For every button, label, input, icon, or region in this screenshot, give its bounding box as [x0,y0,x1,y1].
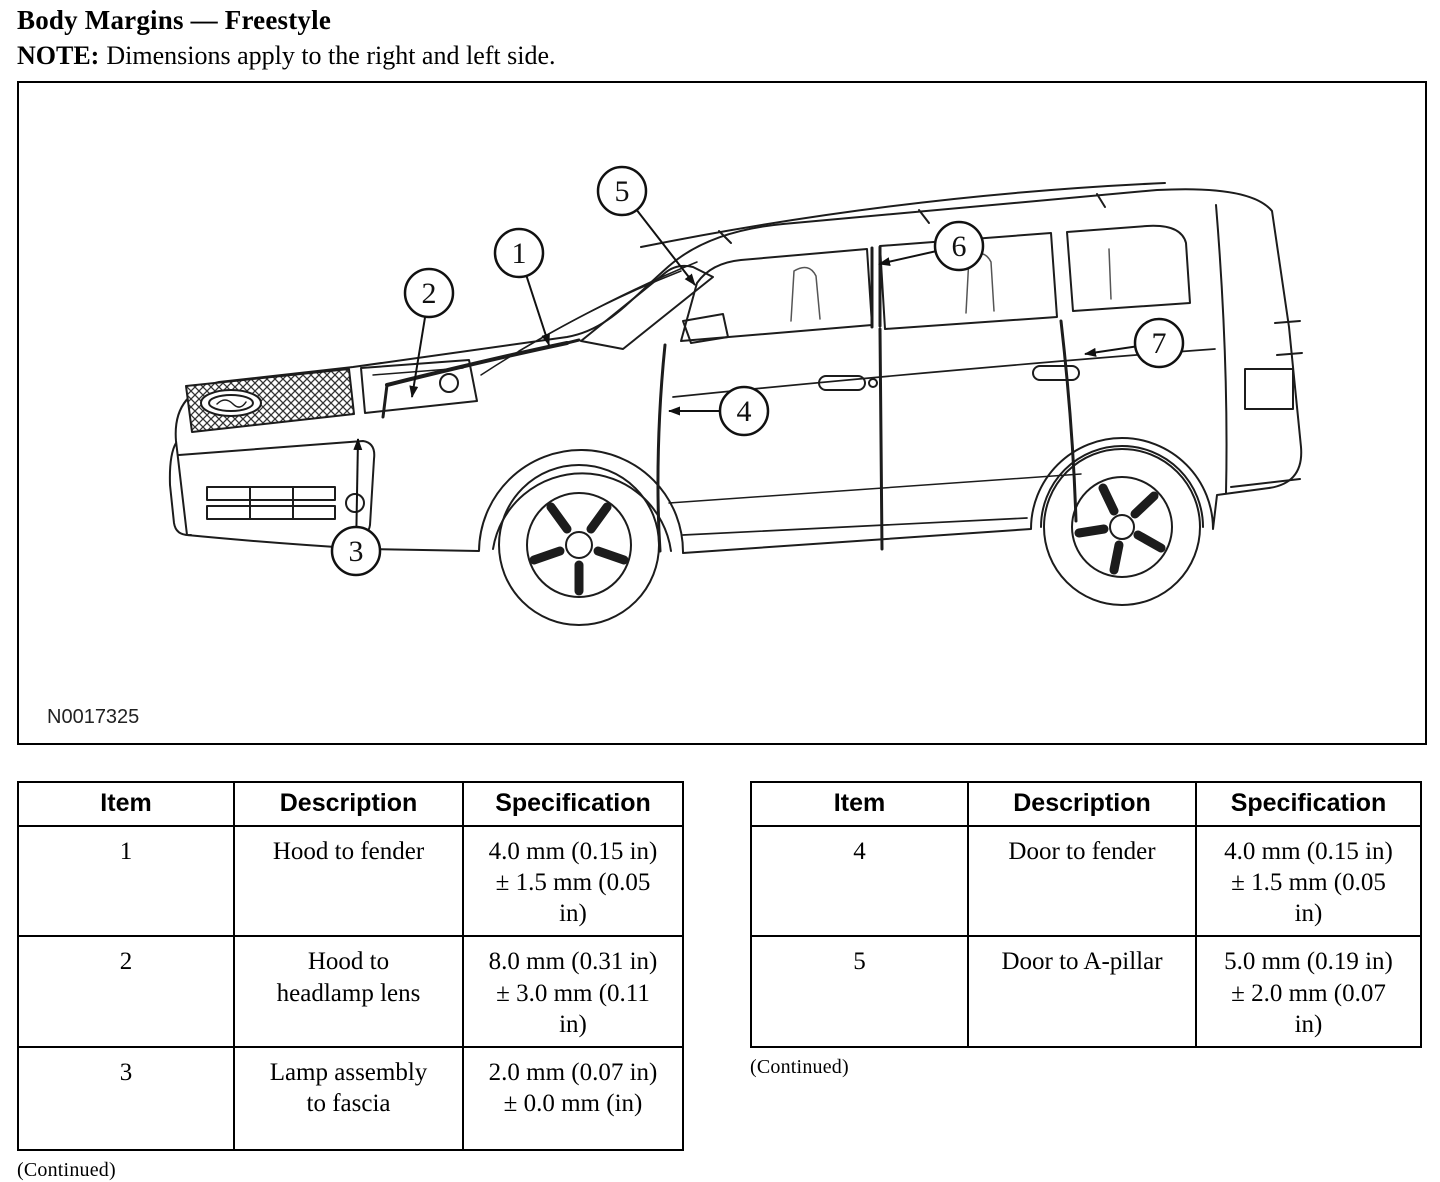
vehicle-diagram [19,83,1425,743]
cell-description: Lamp assembly to fascia [234,1047,463,1150]
cell-description: Hood to fender [234,826,463,937]
header-row [751,782,1421,826]
front-wheel [499,465,659,625]
rear-panel [1245,369,1293,409]
svg-text:2: 2 [421,276,437,310]
windshield [581,265,713,348]
spec-table-left-block [17,781,682,1182]
svg-text:7: 7 [1151,326,1167,360]
cell-description: Door to fender [968,826,1196,937]
cell-item: 1 [18,826,234,937]
liftgate-seam [1216,205,1227,493]
svg-text:4: 4 [736,394,752,428]
cell-specification: 4.0 mm (0.15 in) ± 1.5 mm (0.05 in) [463,826,683,937]
table-row [18,936,683,1047]
note [17,40,1427,71]
col-header-item: Item [18,782,234,826]
svg-text:3: 3 [348,534,364,568]
note-label: NOTE: [17,41,100,71]
svg-text:5: 5 [614,174,630,208]
callout-7 [1085,319,1183,367]
spec-table-right [750,781,1422,1049]
col-header-specification: Specification [463,782,683,826]
continued-note-right: (Continued) [750,1056,849,1079]
cell-description: Hood to headlamp lens [234,936,463,1047]
rear-wheel [1044,449,1200,605]
page-title: Body Margins — Freestyle [17,5,332,35]
rear-door-handle [1033,366,1079,380]
front-fascia [170,443,191,535]
figure-box [17,81,1427,745]
cell-specification: 8.0 mm (0.31 in) ± 3.0 mm (0.11 in) [463,936,683,1047]
table-row [751,826,1421,937]
col-header-description: Description [234,782,463,826]
col-header-specification: Specification [1196,782,1421,826]
col-header-item: Item [751,782,968,826]
callout-5 [598,167,695,285]
cell-specification: 2.0 mm (0.07 in) ± 0.0 mm (in) [463,1047,683,1150]
cell-specification: 4.0 mm (0.15 in) ± 1.5 mm (0.05 in) [1196,826,1421,937]
note-text: Dimensions apply to the right and left side. [106,41,556,71]
rear-door-gap [1061,321,1076,521]
svg-text:1: 1 [511,236,527,270]
b-pillar-gap [880,329,882,549]
callout-4 [669,387,768,435]
continued-note-left: (Continued) [17,1159,116,1182]
fog-lamp [346,494,364,512]
cell-item: 5 [751,936,968,1047]
header-row [18,782,683,826]
cell-item: 2 [18,936,234,1047]
table-row [751,936,1421,1047]
spec-table-left [17,781,684,1152]
callout-6 [879,222,983,270]
svg-text:6: 6 [951,229,967,263]
col-header-description: Description [968,782,1196,826]
callout-1 [495,229,549,345]
table-row [18,1047,683,1150]
spec-table-right-block [750,781,1420,1080]
table-row [18,826,683,937]
cell-specification: 5.0 mm (0.19 in) ± 2.0 mm (0.07 in) [1196,936,1421,1047]
callout-3 [332,439,380,575]
figure-id: N0017325 [47,705,140,728]
cell-item: 3 [18,1047,234,1150]
cell-item: 4 [751,826,968,937]
cell-description: Door to A-pillar [968,936,1196,1047]
